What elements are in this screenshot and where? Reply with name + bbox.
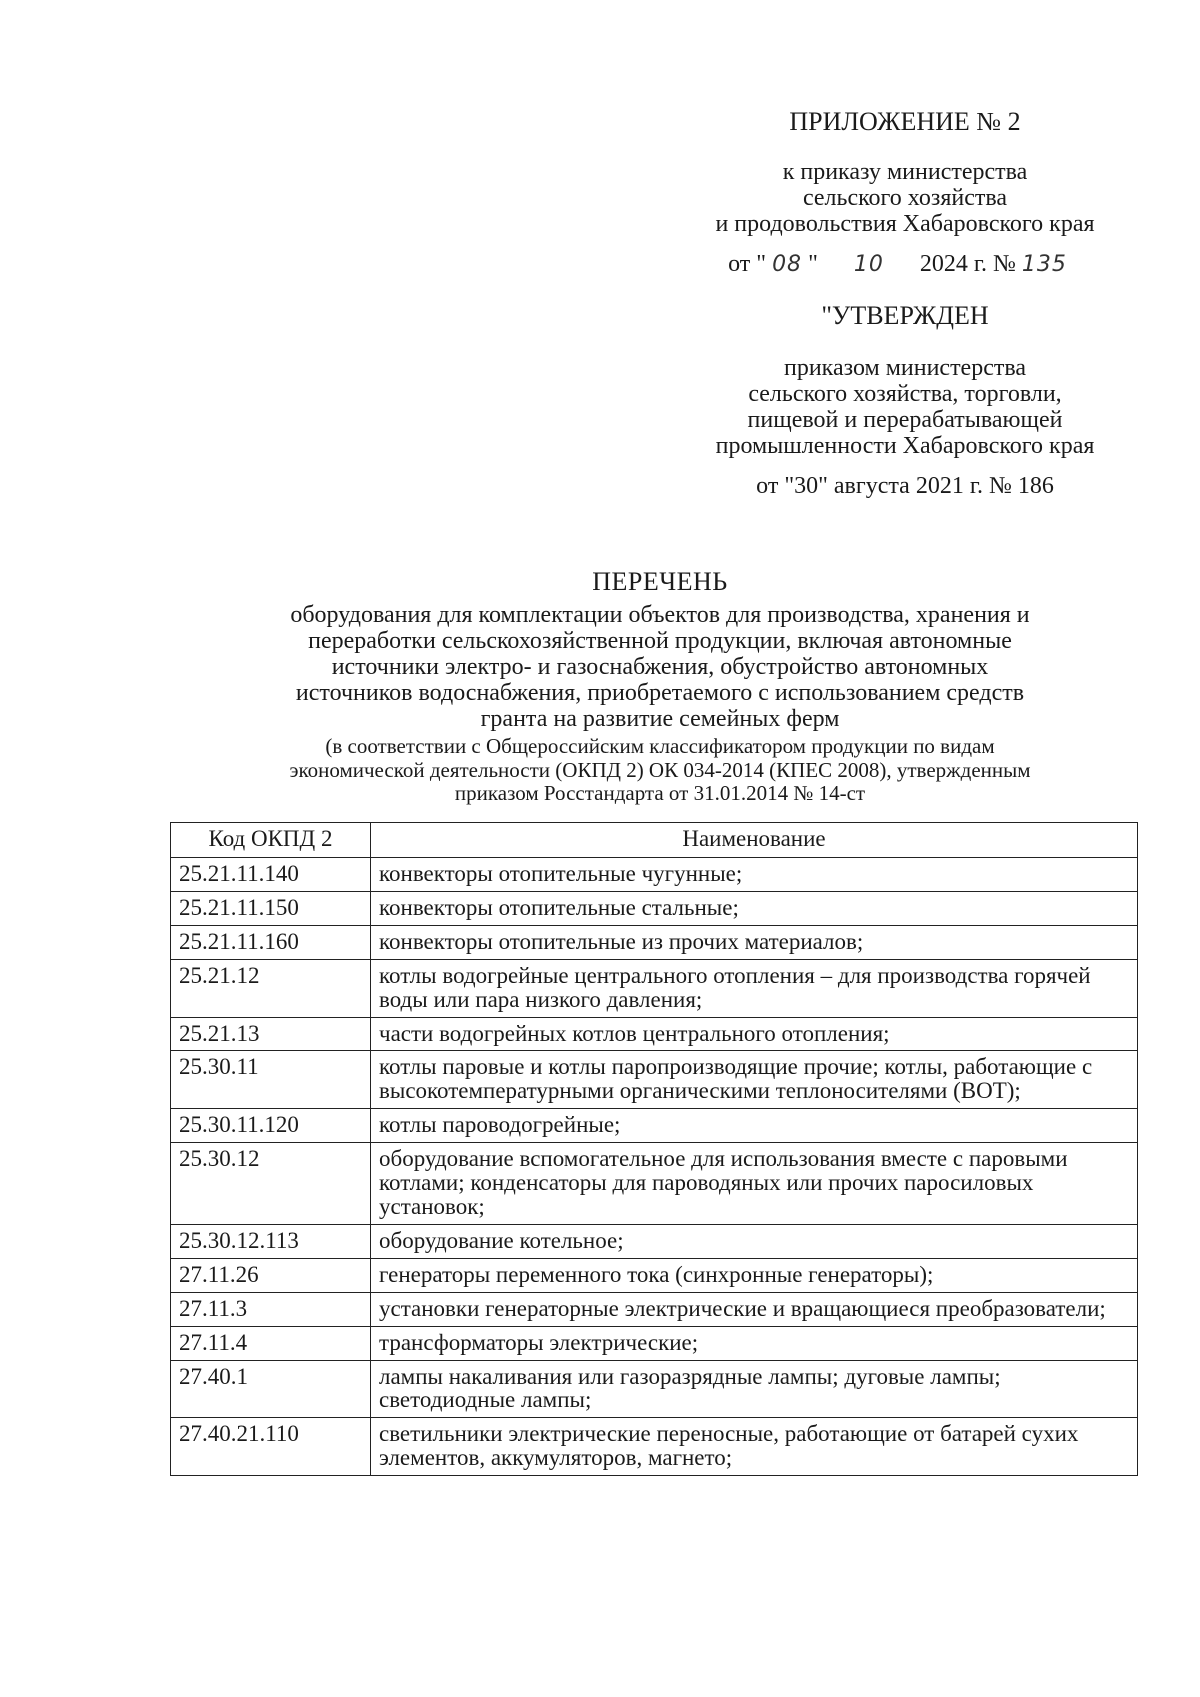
table-row [171,1017,1138,1051]
appendix-title: ПРИЛОЖЕНИЕ № 2 [789,107,1021,136]
approved-by-block [640,356,1170,460]
okpd-code: 25.21.12 [171,959,371,1017]
table-row [171,1109,1138,1143]
okpd-code: 27.11.4 [171,1326,371,1360]
approved-by-line: сельского хозяйства, торговли, [748,380,1062,407]
table-row [171,1418,1138,1476]
item-name: оборудование котельное; [371,1224,1138,1258]
item-name: генераторы переменного тока (синхронные генераторы); [371,1258,1138,1292]
table-row [171,959,1138,1017]
table-row [171,1258,1138,1292]
order-quote: " [808,251,818,277]
item-name: котлы пароводогрейные; [371,1109,1138,1143]
okpd-code: 25.30.11 [171,1051,371,1109]
approved-by-line: пищевой и перерабатывающей [747,406,1063,433]
item-name: котлы паровые и котлы паропроизводящие прочие; котлы, работающие с высокотемпературными органическими теплоносителями (ВОТ); [371,1051,1138,1109]
note-line: (в соответствии с Общероссийским классификатором продукции по видам [325,734,995,758]
item-name: конвекторы отопительные стальные; [371,891,1138,925]
to-order-line: и продовольствия Хабаровского края [715,210,1095,237]
to-order-line: к приказу министерства [782,159,1028,185]
subtitle-line: гранта на развитие семейных ферм [480,705,840,732]
item-name: светильники электрические переносные, работающие от батарей сухих элементов, аккумуляторов, магнето; [371,1418,1138,1476]
okpd-code: 27.11.3 [171,1292,371,1326]
approved-date: от "30" августа 2021 г. № 186 [756,473,1054,499]
handwritten-day: 08 [772,252,803,277]
subtitle-line: переработки сельскохозяйственной продукции, включая автономные [308,627,1012,654]
header-code: Код ОКПД 2 [171,823,371,858]
okpd-code: 25.30.11.120 [171,1109,371,1143]
table-row [171,1292,1138,1326]
note-line: экономической деятельности (ОКПД 2) ОК 034-2014 (КПЕС 2008), утвержденным [289,757,1031,782]
table-row [171,1051,1138,1109]
table-row [171,858,1138,892]
item-name: трансформаторы электрические; [371,1326,1138,1360]
okpd-code: 25.21.11.140 [171,858,371,892]
approved-by-line: приказом министерства [783,355,1027,381]
to-order-line: сельского хозяйства [802,184,1008,211]
header-name: Наименование [371,823,1138,858]
okpd-code: 25.21.13 [171,1017,371,1051]
okpd-code: 25.21.11.150 [171,891,371,925]
to-order-block [640,160,1170,238]
list-title: ПЕРЕЧЕНЬ [592,567,728,596]
okpd-code: 25.30.12.113 [171,1224,371,1258]
subtitle-line: источников водоснабжения, приобретаемого с использованием средств [295,679,1025,706]
table-header-row [171,823,1138,858]
subtitle-line: источники электро- и газоснабжения, обустройство автономных [331,653,989,680]
table-row [171,1224,1138,1258]
okpd-code: 25.30.12 [171,1143,371,1225]
handwritten-month: 10 [853,252,884,277]
approved-label: "УТВЕРЖДЕН [821,301,989,330]
item-name: котлы водогрейные центрального отопления – для производства горячей воды или пара низкого давления; [371,959,1138,1017]
item-name: конвекторы отопительные из прочих материалов; [371,925,1138,959]
item-name: части водогрейных котлов центрального отопления; [371,1017,1138,1051]
table-row [171,1326,1138,1360]
order-year-text: 2024 г. № [919,251,1016,277]
table-row [171,925,1138,959]
table-row [171,891,1138,925]
handwritten-order-number: 135 [1021,252,1067,277]
list-subtitle [150,603,1170,733]
table-row [171,1360,1138,1418]
item-name: установки генераторные электрические и вращающиеся преобразователи; [371,1292,1138,1326]
okpd-code: 25.21.11.160 [171,925,371,959]
okpd-code: 27.40.21.110 [171,1418,371,1476]
okpd-code: 27.11.26 [171,1258,371,1292]
approved-by-line: промышленности Хабаровского края [715,432,1095,459]
subtitle-line: оборудования для комплектации объектов для производства, хранения и [290,602,1030,628]
table-row [171,1143,1138,1225]
okpd-code: 27.40.1 [171,1360,371,1418]
item-name: оборудование вспомогательное для использования вместе с паровыми котлами; конденсаторы для пароводяных или прочих паросиловых установок; [371,1143,1138,1225]
item-name: лампы накаливания или газоразрядные лампы; дуговые лампы; светодиодные лампы; [371,1360,1138,1418]
order-date-number-line [640,252,1170,278]
note-line: приказом Росстандарта от 31.01.2014 № 14-ст [454,781,866,806]
item-name: конвекторы отопительные чугунные; [371,858,1138,892]
classifier-note [150,735,1170,806]
okpd-table [170,822,1138,1476]
order-prefix: от " [728,251,767,277]
